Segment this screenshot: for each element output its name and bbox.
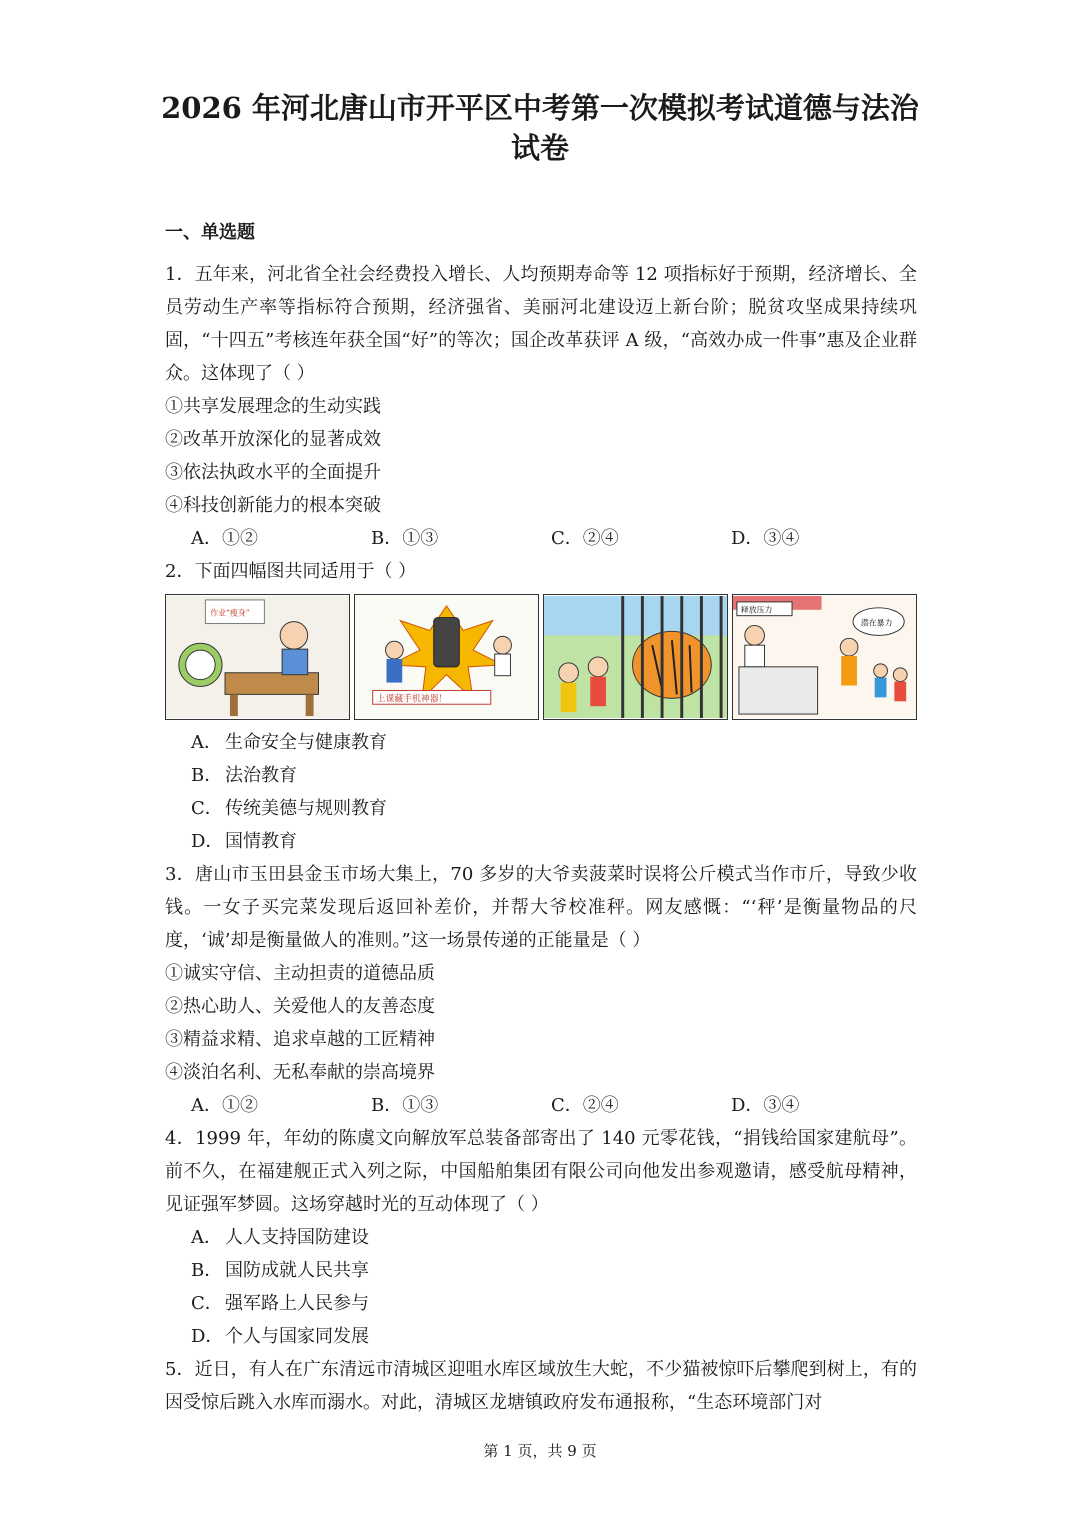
- page-footer: 第 1 页，共 9 页: [483, 1442, 597, 1460]
- question-5-stem: 5．近日，有人在广东清远市清城区迎咀水库区域放生大蛇，不少猫被惊吓后攀爬到树上，有的因受惊后跳入水库而溺水。对此，清城区龙塘镇政府发布通报称，“生态环境部门对: [165, 1359, 917, 1413]
- q2-figure-strip: [165, 594, 917, 720]
- q1-statement-3: ③依法执政水平的全面提升: [165, 462, 381, 483]
- q1-options: [165, 522, 917, 555]
- q3-statement-4: ④淡泊名利、无私奉献的崇高境界: [165, 1062, 435, 1083]
- cartoon-phone-hiding: [354, 594, 539, 720]
- q2-option-a[interactable]: A． 生命安全与健康教育: [191, 732, 387, 753]
- cartoon-homework-slimming: [165, 594, 350, 720]
- q3-option-d[interactable]: D．③④: [731, 1095, 800, 1116]
- q2-option-d[interactable]: D．国情教育: [191, 831, 297, 852]
- question-1-stem: 1．五年来，河北省全社会经费投入增长、人均预期寿命等 12 项指标好于预期，经济增长、全员劳动生产率等指标符合预期，经济强省、美丽河北建设迈上新台阶；脱贫攻坚成果持续巩固，“十四五”考核连年获全国“好”的等次；国企改革获评 A 级，“高效办成一件事”惠及企业群众。这体现了（ ）: [165, 264, 917, 384]
- q2-option-b[interactable]: B． 法治教育: [191, 765, 297, 786]
- title-line-2: 试卷: [510, 131, 569, 165]
- q1-option-a[interactable]: A．①②: [191, 528, 258, 549]
- q2-option-c[interactable]: C． 传统美德与规则教育: [191, 798, 387, 819]
- q4-option-a[interactable]: A． 人人支持国防建设: [191, 1227, 369, 1248]
- q3-statement-2: ②热心助人、关爱他人的友善态度: [165, 996, 435, 1017]
- title-line-1: 2026 年河北唐山市开平区中考第一次模拟考试道德与法治: [161, 91, 919, 125]
- tiger-cartoon-image: [544, 595, 727, 719]
- q1-option-d[interactable]: D．③④: [731, 528, 800, 549]
- question-3-stem: 3．唐山市玉田县金玉市场大集上，70 多岁的大爷卖菠菜时误将公斤模式当作市斤，导致少收钱。一女子买完菜发现后返回补差价，并帮大爷校准秤。网友感慨：“‘秤’是衡量物品的尺度，‘诚’却是衡量做人的准则。”这一场景传递的正能量是（ ）: [165, 864, 917, 951]
- fig2-caption: 上课藏手机神器！: [376, 694, 448, 705]
- section-heading: 一、单选题: [165, 222, 255, 243]
- q1-statement-1: ①共享发展理念的生动实践: [165, 396, 381, 417]
- cartoon-stress-release: [732, 594, 917, 720]
- q1-option-b[interactable]: B．①③: [371, 528, 439, 549]
- q3-option-c[interactable]: C．②④: [551, 1095, 619, 1116]
- q4-option-d[interactable]: D．个人与国家同发展: [191, 1326, 369, 1347]
- fig4-caption-2: 潜在暴力: [860, 618, 893, 628]
- q4-option-b[interactable]: B． 国防成就人民共享: [191, 1260, 369, 1281]
- q3-option-b[interactable]: B．①③: [371, 1095, 439, 1116]
- q3-statement-1: ①诚实守信、主动担责的道德品质: [165, 963, 435, 984]
- question-2-stem: 2．下面四幅图共同适用于（ ）: [165, 561, 417, 582]
- q1-statement-2: ②改革开放深化的显著成效: [165, 429, 381, 450]
- stress-cartoon-image: [733, 595, 916, 719]
- question-4-stem: 4．1999 年，年幼的陈虞文向解放军总装备部寄出了 140 元零花钱，“捐钱给国家建航母”。前不久，在福建舰正式入列之际，中国船舶集团有限公司向他发出参观邀请，感受航母精神，见证强军梦圆。这场穿越时光的互动体现了（ ）: [165, 1128, 917, 1215]
- cartoon-zoo-tiger: [543, 594, 728, 720]
- fig4-caption-1: 释放压力: [740, 605, 773, 615]
- fig1-caption: 作业“瘦身”: [210, 608, 250, 618]
- q3-statement-3: ③精益求精、追求卓越的工匠精神: [165, 1029, 435, 1050]
- q1-statement-4: ④科技创新能力的根本突破: [165, 495, 381, 516]
- q3-options: [165, 1089, 917, 1122]
- question-body: [165, 258, 917, 1419]
- q3-option-a[interactable]: A．①②: [191, 1095, 258, 1116]
- page-title: [150, 88, 930, 168]
- phone-cartoon-image: [355, 595, 538, 719]
- q4-option-c[interactable]: C． 强军路上人民参与: [191, 1293, 369, 1314]
- homework-cartoon-image: [166, 595, 349, 719]
- q1-option-c[interactable]: C．②④: [551, 528, 619, 549]
